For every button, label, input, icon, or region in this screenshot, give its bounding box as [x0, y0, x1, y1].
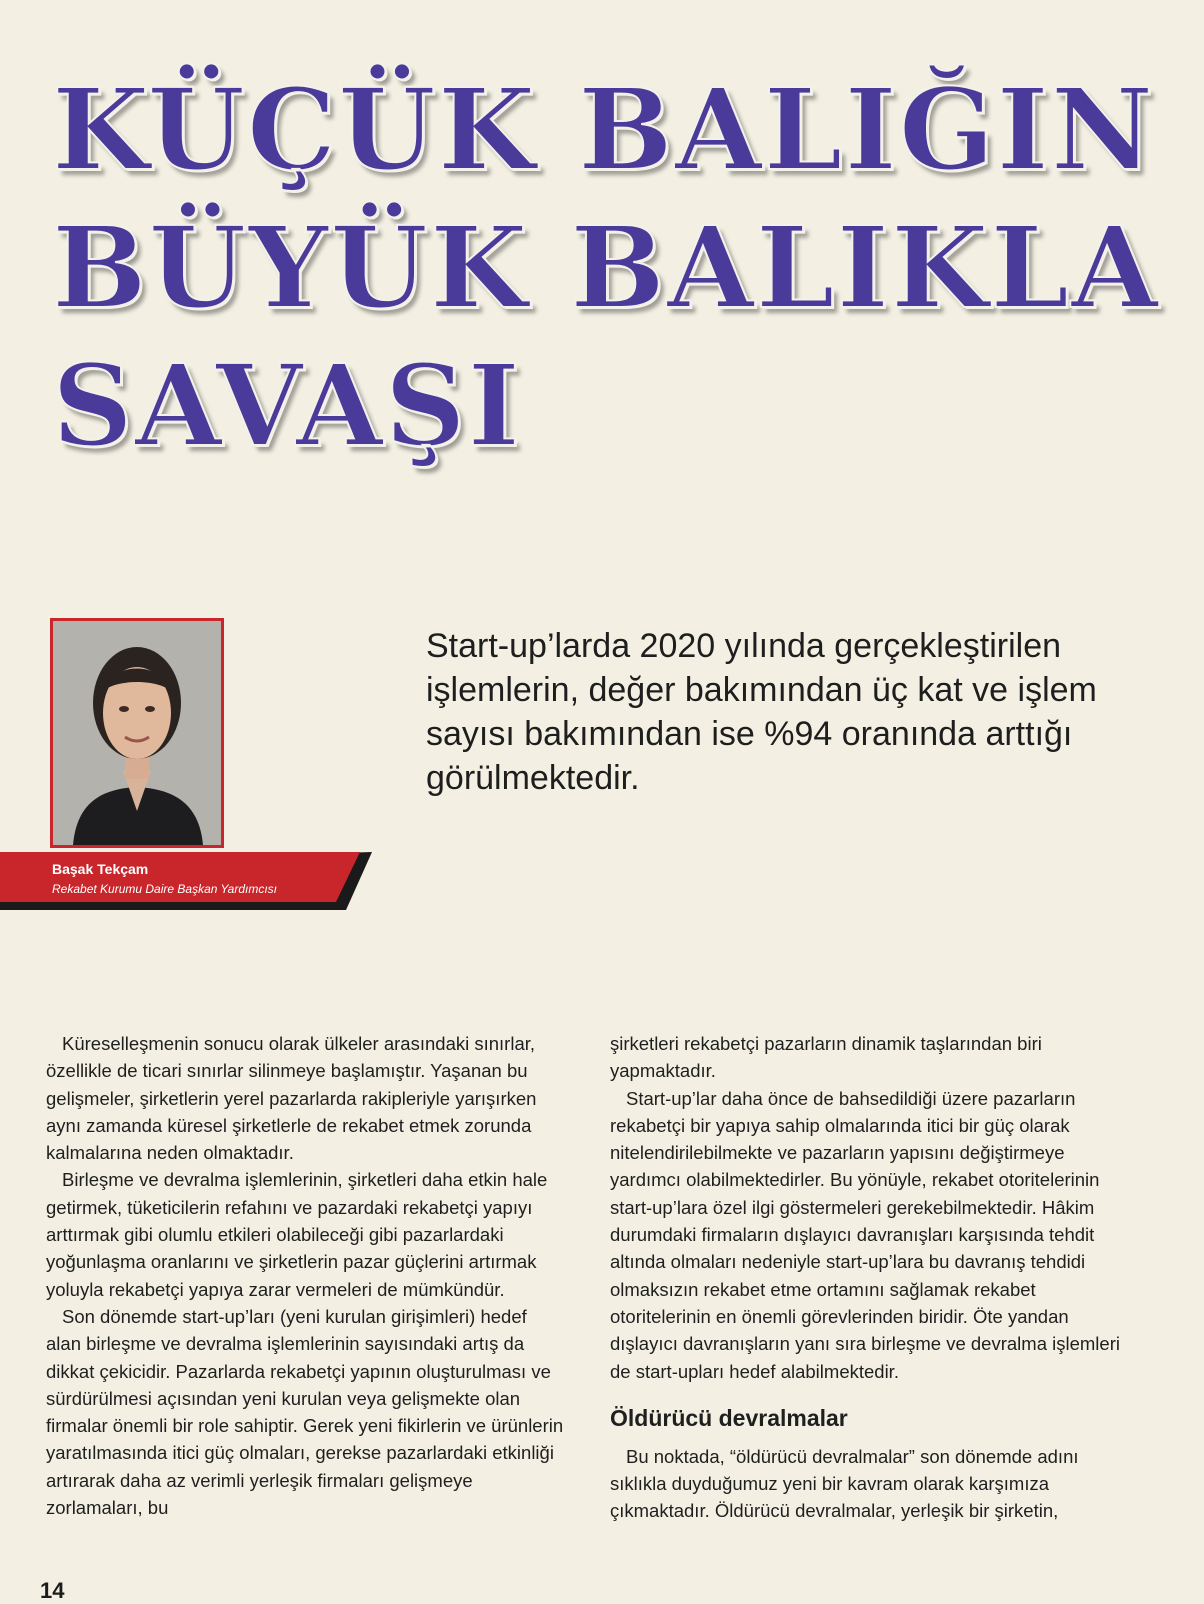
text-column-right [610, 1030, 1130, 1525]
portrait-illustration [53, 621, 221, 845]
page-number: 14 [40, 1578, 65, 1603]
text-column-left [46, 1030, 566, 1521]
paragraph: şirketleri rekabetçi pazarların dinamik taşlarından biri yapmaktadır. [610, 1033, 1042, 1082]
paragraph: Küreselleşmenin sonucu olarak ülkeler arasındaki sınırlar, özellikle de ticari sınırlar silinmeye başlamıştır. Yaşanan bu gelişmeler, şirketlerin yerel pazarlarda rakipleriyle yarışırken aynı zamanda küresel şirketlerle de rekabet etmek zorunda kalmalarına neden olmaktadır. [46, 1033, 537, 1164]
paragraph: Son dönemde start-up’ları (yeni kurulan girişimleri) hedef alan birleşme ve devralma işlemlerinin sayısındaki artış da dikkat çekicidir. Pazarlarda rekabetçi yapının oluşturulması ve sürdürülmesi açısından yeni kurulan veya gelişmekte olan firmalar önemli bir role sahiptir. Gerek yeni fikirlerin ve ürünlerin yaratılmasında itici güç olmaları, gerekse pazarlardaki etkinliği artırarak daha az verimli yerleşik firmaları gelişmeye zorlamaları, bu [46, 1305, 564, 1519]
pull-quote: Start-up’larda 2020 yılında gerçekleştirilen işlemlerin, değer bakımından üç kat ve işlem sayısı bakımından ise %94 oranında arttığı görülmektedir. [426, 627, 1097, 797]
article-title [52, 62, 1172, 476]
author-photo [50, 618, 224, 848]
title-line: KÜÇÜK BALIĞIN [52, 65, 1156, 196]
author-caption [0, 852, 380, 924]
author-name: Başak Tekçam [52, 861, 149, 877]
paragraph: Bu noktada, “öldürücü devralmalar” son dönemde adını sıklıkla duyduğumuz yeni bir kavram olarak karşımıza çıkmaktadır. Öldürücü devralmalar, yerleşik bir şirketin, [610, 1445, 1079, 1522]
section-subheading: Öldürücü devralmalar [610, 1404, 848, 1431]
paragraph: Birleşme ve devralma işlemlerinin, şirketleri daha etkin hale getirmek, tüketicilerin refahını ve pazardaki rekabetçi yapıyı arttırmak gibi olumlu etkileri olabileceği gibi pazarlardaki yoğunlaşma oranlarını ve şirketlerin pazar güçlerini artırmak yoluyla rekabetçi yapıya zarar vermeleri de mümkündür. [46, 1169, 548, 1300]
title-line: BÜYÜK BALIKLA [52, 203, 1160, 334]
title-line: SAVAŞI [52, 341, 523, 472]
paragraph: Start-up’lar daha önce de bahsedildiği üzere pazarların rekabetçi bir yapıya sahip olmalarında itici bir güç olarak nitelendirilebilmekte ve pazarların yapısını değiştirmeye yardımcı olabilmektedirler. Bu yönüyle, rekabet otoritelerinin start-up’lara özel ilgi göstermeleri gerekebilmektedir. Hâkim durumdaki firmaların dışlayıcı davranışları karşısında tehdit altında olmaları nedeniyle start-up’lara bu davranış tehdidi olmaksızın rekabet etme ortamını sağlamak rekabet otoritelerinin en önemli görevlerinden biridir. Öte yandan dışlayıcı davranışların yanı sıra birleşme ve devralma işlemleri de start-upları hedef alabilmektedir. [610, 1087, 1120, 1382]
author-role: Rekabet Kurumu Daire Başkan Yardımcısı [52, 882, 277, 896]
